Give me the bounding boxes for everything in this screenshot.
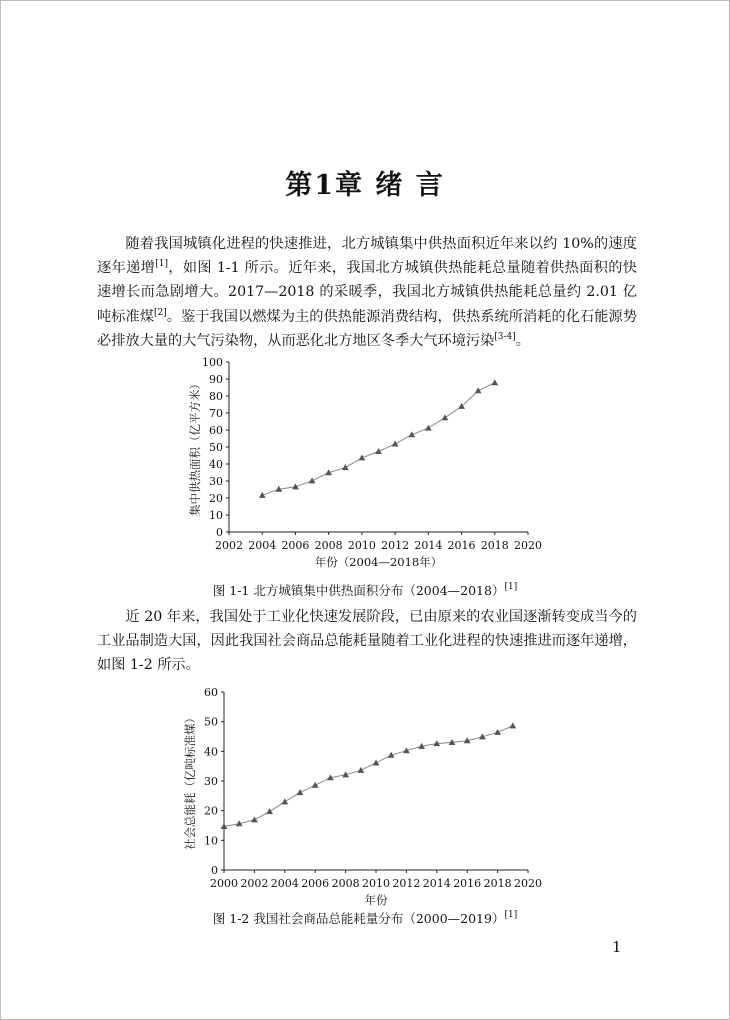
fig1-x-tick-label: 2014 [414, 539, 443, 552]
citation-2: [2] [154, 307, 167, 318]
fig2-x-tick-label: 2004 [270, 877, 299, 890]
fig2-x-axis-label: 年份 [364, 893, 388, 907]
fig1-y-tick-label: 30 [209, 475, 223, 488]
fig1-x-tick-label: 2008 [314, 539, 343, 552]
fig2-y-tick-label: 0 [211, 864, 218, 877]
figure-1-caption [0, 581, 730, 599]
figure-2-caption-text: 图 1-2 我国社会商品总能耗量分布（2000—2019） [212, 911, 505, 926]
fig1-x-axis-label: 年份（2004—2018年） [314, 555, 443, 569]
fig2-x-tick-label: 2008 [331, 877, 360, 890]
fig1-x-tick-label: 2012 [381, 539, 410, 552]
fig2-x-tick-label: 2012 [392, 877, 421, 890]
figure-1-caption-text: 图 1-1 北方城镇集中供热面积分布（2004—2018） [212, 583, 505, 598]
citation-3-4: [3-4] [494, 331, 516, 342]
fig2-x-tick-label: 2002 [240, 877, 269, 890]
figure-2-caption [0, 909, 730, 927]
fig2-y-tick-label: 10 [204, 834, 218, 848]
fig1-y-tick-label: 0 [216, 526, 223, 539]
paragraph-2 [97, 605, 637, 678]
fig2-x-tick-label: 2018 [483, 877, 512, 890]
fig2-x-tick-label: 2014 [422, 877, 451, 890]
fig1-data-point [392, 441, 399, 447]
fig2-y-axis-label: 社会总能耗（亿吨标准煤） [183, 712, 197, 850]
fig2-y-tick-label: 50 [204, 715, 218, 729]
fig1-data-point [375, 448, 382, 454]
fig1-data-point [342, 464, 349, 470]
fig1-x-tick-label: 2016 [447, 539, 476, 552]
paragraph-1-text-a: 随着我国城镇化进程的快速推进，北方城镇集中供热面积近年来以约 10%的速度逐年递增 [97, 236, 637, 277]
figure-2-caption-ref: [1] [504, 910, 518, 920]
fig1-x-tick-label: 2006 [281, 539, 310, 552]
paragraph-1-text-d: 。 [515, 332, 530, 349]
paragraph-1-text-c: 。鉴于我国以燃煤为主的供热能源消费结构，供热系统所消耗的化石能源势必排放大量的大气污染物，从而恶化北方地区冬季大气环境污染 [97, 308, 637, 349]
fig1-y-tick-label: 100 [202, 356, 223, 369]
fig1-y-tick-label: 80 [209, 390, 223, 403]
fig2-x-tick-label: 2010 [362, 877, 390, 890]
fig2-x-tick-label: 2006 [301, 877, 330, 890]
fig1-series-line [262, 383, 495, 496]
fig2-y-tick-label: 60 [204, 686, 218, 699]
fig1-x-tick-label: 2004 [248, 539, 277, 552]
fig1-data-point [475, 387, 482, 393]
fig1-data-point [309, 477, 316, 483]
fig2-x-tick-label: 2020 [514, 877, 542, 890]
fig1-data-point [442, 414, 449, 420]
fig1-y-tick-label: 40 [209, 458, 223, 471]
figure-1-caption-ref: [1] [504, 582, 518, 592]
fig1-y-tick-label: 10 [209, 509, 223, 522]
fig1-y-tick-label: 60 [209, 424, 223, 437]
paragraph-1-text-b: ，如图 1-1 所示。近年来，我国北方城镇供热能耗总量随着供热面积的快速增长而急剧增大。2017—2018 的采暖季，我国北方城镇供热能耗总量约 2.01 亿吨标准煤 [97, 260, 637, 325]
fig1-y-axis-label: 集中供热面积（亿平方米） [188, 378, 202, 516]
fig1-y-tick-label: 70 [209, 407, 223, 420]
fig2-y-tick-label: 40 [204, 745, 218, 759]
fig1-y-tick-label: 50 [209, 441, 223, 454]
paragraph-2-text: 近 20 年来，我国处于工业化快速发展阶段，已由原来的农业国逐渐转变成当今的工业品制造大国，因此我国社会商品总能耗量随着工业化进程的快速推进而逐年递增，如图 1-2 所示。 [97, 609, 637, 674]
citation-1: [1] [155, 259, 168, 270]
fig1-x-tick-label: 2010 [347, 539, 376, 552]
fig1-y-tick-label: 90 [209, 373, 223, 386]
fig1-x-tick-label: 2020 [514, 539, 542, 552]
chapter-title: 第1章 绪 言 [285, 170, 445, 201]
fig1-data-point [425, 425, 432, 431]
fig1-data-point [491, 379, 498, 385]
page-number: 1 [612, 938, 622, 956]
fig2-y-tick-label: 20 [204, 804, 218, 818]
fig2-x-tick-label: 2016 [453, 877, 482, 890]
fig1-y-tick-label: 20 [209, 492, 223, 505]
fig1-x-tick-label: 2002 [215, 539, 243, 552]
fig1-x-tick-label: 2018 [480, 539, 509, 552]
fig2-y-tick-label: 30 [204, 775, 218, 788]
fig2-x-tick-label: 2000 [210, 877, 238, 890]
